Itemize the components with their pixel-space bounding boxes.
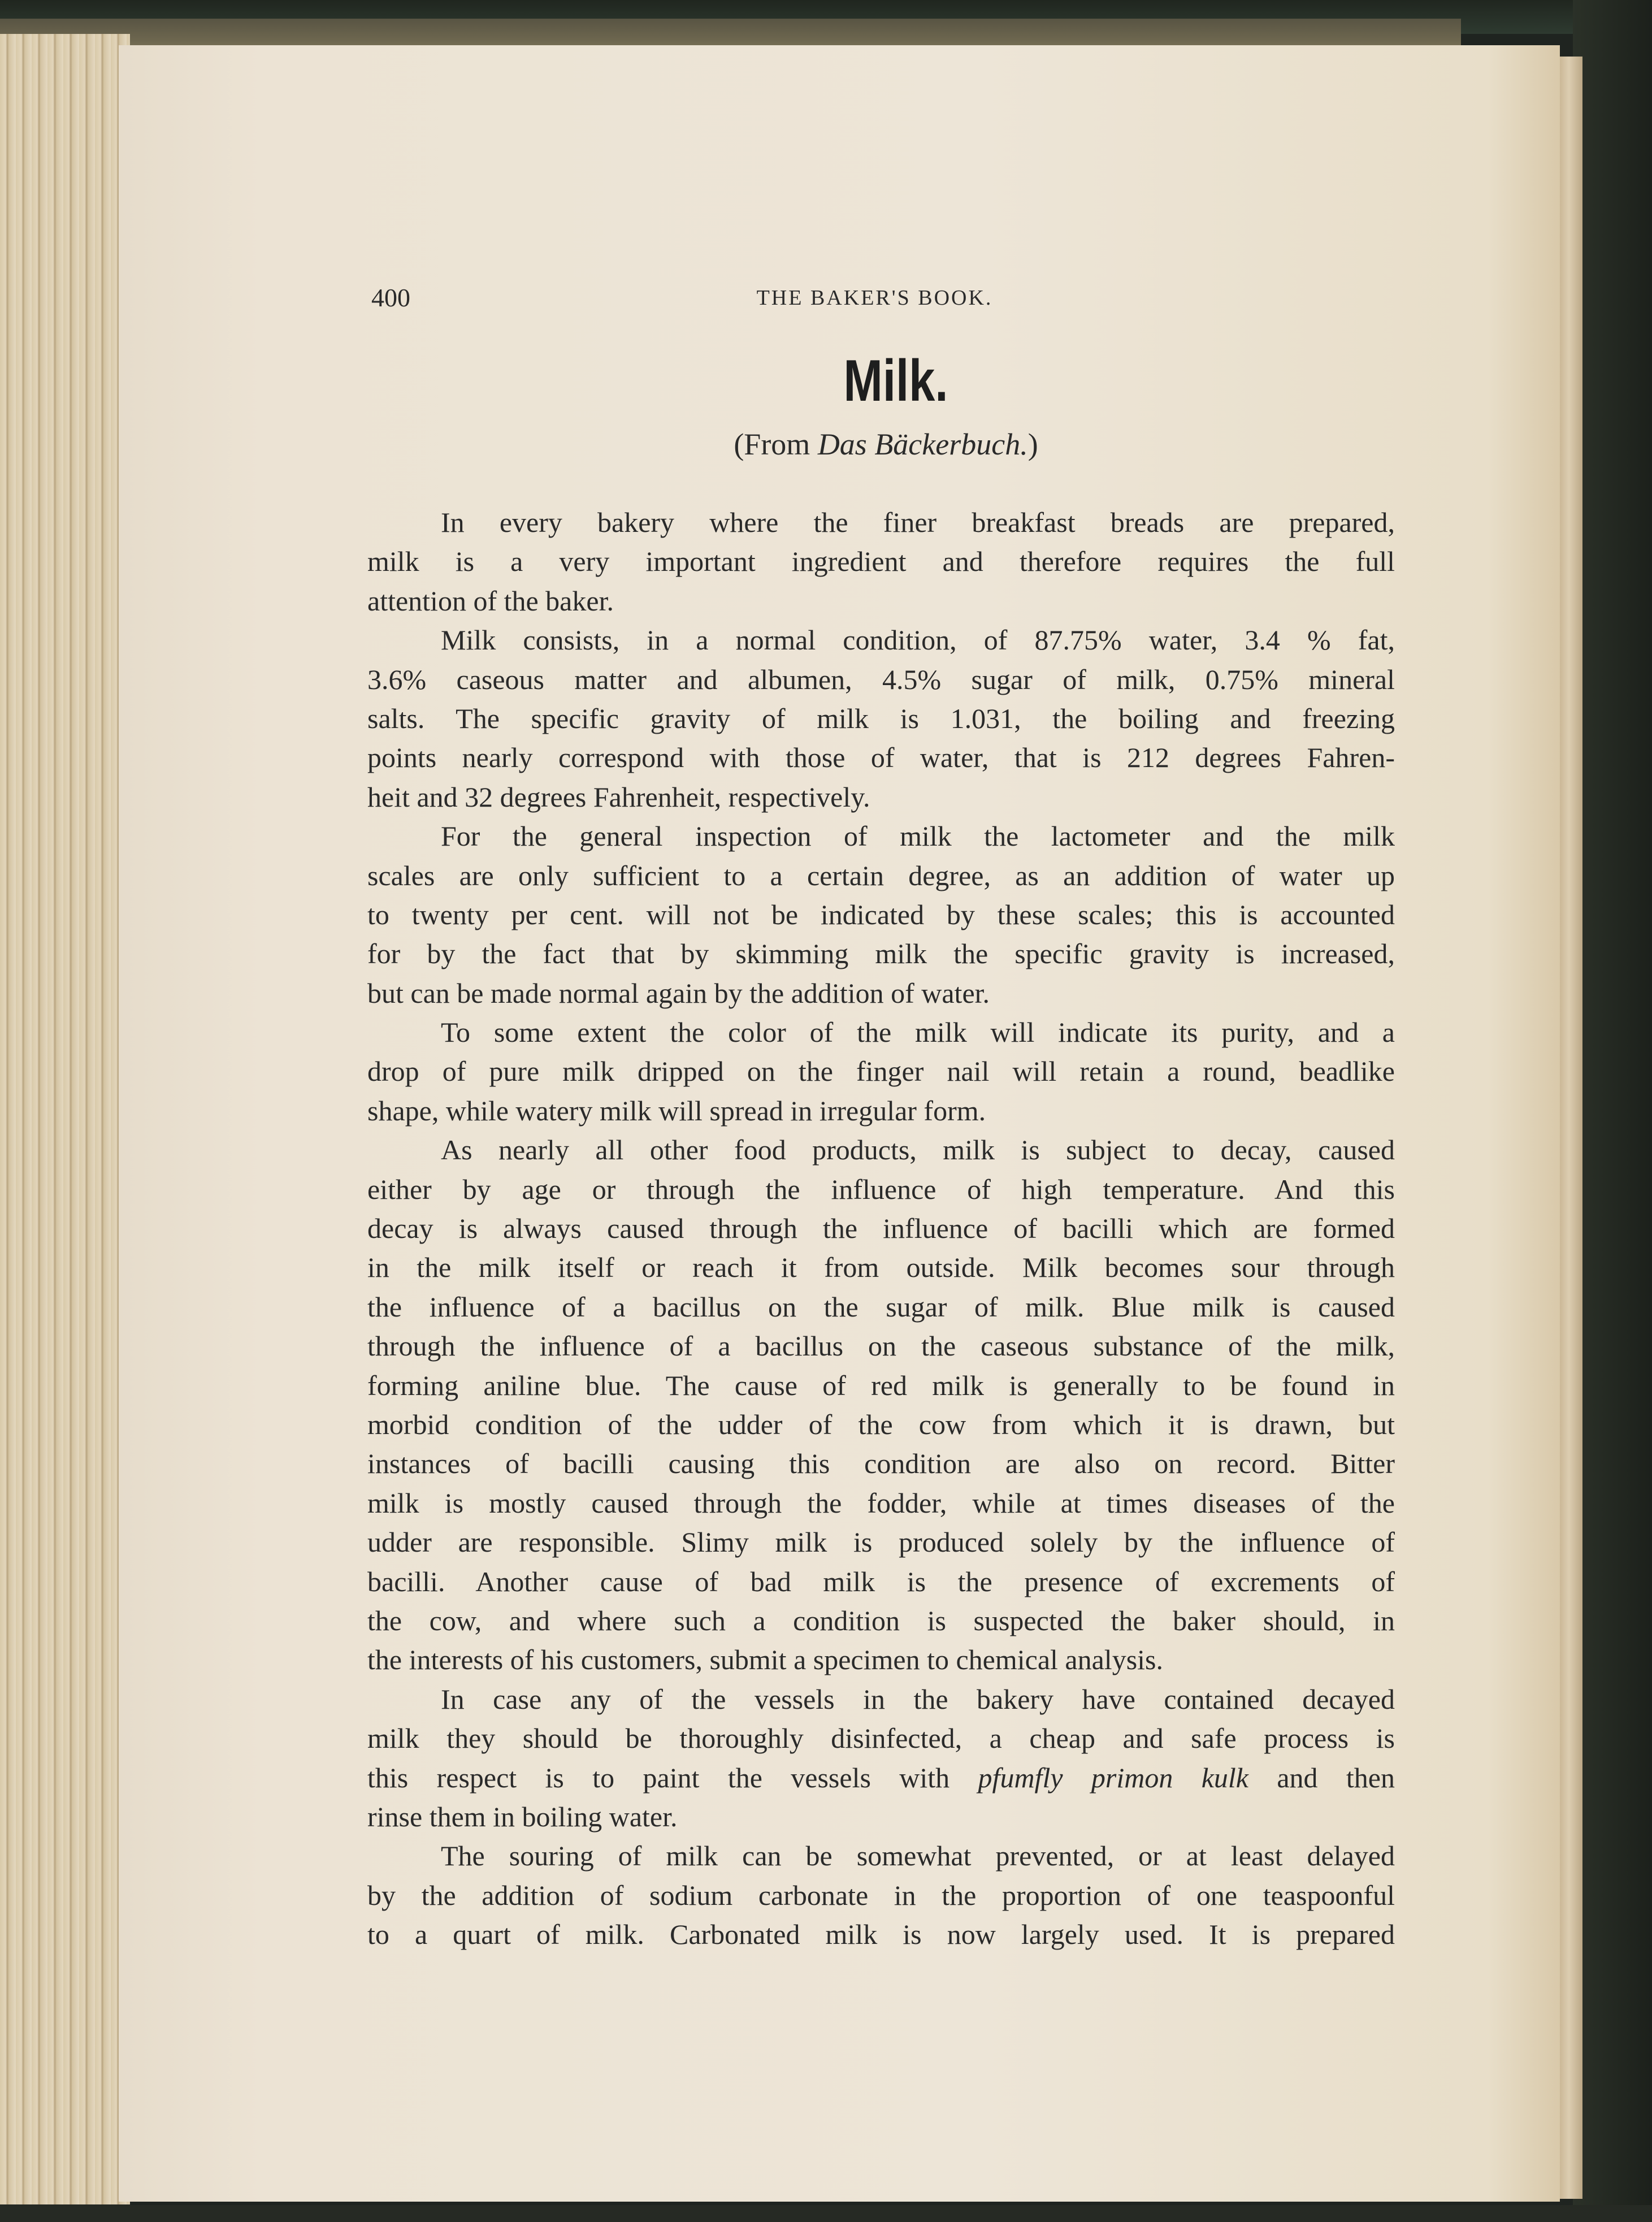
text-line: instances of bacilli causing this condition are also on record. Bitter	[367, 1448, 1395, 1480]
text-line: for by the fact that by skimming milk the specific gravity is increased,	[367, 938, 1395, 970]
book-cover-right	[1573, 0, 1652, 2222]
text-line: rinse them in boiling water.	[367, 1800, 678, 1833]
text-line: the influence of a bacillus on the sugar of milk. Blue milk is caused	[367, 1290, 1395, 1323]
text-line: In every bakery where the finer breakfast breads are prepared,	[441, 506, 1395, 538]
text-line: morbid condition of the udder of the cow from which it is drawn, but	[367, 1408, 1395, 1440]
text-line: forming aniline blue. The cause of red milk is generally to be found in	[367, 1369, 1395, 1401]
text-line: bacilli. Another cause of bad milk is the presence of excrements of	[367, 1565, 1395, 1597]
text-line: to a quart of milk. Carbonated milk is now largely used. It is prepared	[367, 1918, 1395, 1951]
text-line	[367, 1758, 1395, 1797]
body-text	[367, 503, 1395, 1954]
text-line: The souring of milk can be somewhat prevented, or at least delayed	[441, 1840, 1395, 1872]
text-line: In case any of the vessels in the bakery have contained decayed	[441, 1683, 1395, 1715]
text-line: milk is a very important ingredient and therefore requires the full	[367, 545, 1395, 578]
facing-page-edge	[1560, 57, 1582, 2199]
text-line: in the milk itself or reach it from outside. Milk becomes sour through	[367, 1251, 1395, 1284]
text-segment: and then	[1248, 1761, 1395, 1794]
text-line: shape, while watery milk will spread in irregular form.	[367, 1094, 986, 1127]
text-line: heit and 32 degrees Fahrenheit, respectively.	[367, 781, 870, 813]
chapter-title: Milk.	[843, 348, 948, 414]
text-line: For the general inspection of milk the lactometer and the milk	[441, 820, 1395, 852]
text-segment: this respect is to paint the vessels with	[367, 1761, 978, 1794]
text-line: drop of pure milk dripped on the finger nail will retain a round, beadlike	[367, 1055, 1395, 1088]
text-line: the cow, and where such a condition is suspected the baker should, in	[367, 1604, 1395, 1636]
subtitle-suffix: )	[1027, 427, 1038, 461]
book-cover-bottom	[0, 2205, 1652, 2222]
text-line: the interests of his customers, submit a specimen to chemical analysis.	[367, 1644, 1164, 1676]
text-line: by the addition of sodium carbonate in the proportion of one teaspoonful	[367, 1879, 1395, 1911]
text-line: salts. The specific gravity of milk is 1.031, the boiling and freezing	[367, 702, 1395, 734]
text-line: to twenty per cent. will not be indicated by these scales; this is accounted	[367, 898, 1395, 930]
text-line: milk they should be thoroughly disinfected, a cheap and safe process is	[367, 1722, 1395, 1755]
text-line: 3.6% caseous matter and albumen, 4.5% sugar of milk, 0.75% mineral	[367, 663, 1395, 695]
running-head: THE BAKER'S BOOK.	[756, 286, 993, 310]
subtitle-source: Das Bäckerbuch.	[817, 427, 1028, 461]
text-line: but can be made normal again by the addition of water.	[367, 977, 990, 1009]
text-line: Milk consists, in a normal condition, of 87.75% water, 3.4 % fat,	[441, 624, 1395, 656]
text-line: udder are responsible. Slimy milk is produced solely by the influence of	[367, 1526, 1395, 1558]
text-line: decay is always caused through the influence of bacilli which are formed	[367, 1212, 1395, 1245]
text-line: milk is mostly caused through the fodder, while at times diseases of the	[367, 1487, 1395, 1519]
page-number: 400	[371, 283, 410, 312]
text-line: scales are only sufficient to a certain degree, as an addition of water up	[367, 859, 1395, 891]
text-line: To some extent the color of the milk will indicate its purity, and a	[441, 1016, 1395, 1049]
text-line: either by age or through the influence of high temperature. And this	[367, 1173, 1395, 1205]
text-line: attention of the baker.	[367, 584, 614, 617]
book-page	[119, 45, 1560, 2202]
chapter-subtitle	[119, 427, 1652, 462]
subtitle-prefix: (From	[734, 427, 818, 461]
page-stack-edges	[0, 34, 130, 2204]
italic-text: pfumfly primon kulk	[978, 1761, 1248, 1794]
text-line: points nearly correspond with those of water, that is 212 degrees Fahren-	[367, 742, 1395, 774]
text-line: through the influence of a bacillus on the caseous substance of the milk,	[367, 1330, 1395, 1362]
text-line: As nearly all other food products, milk is subject to decay, caused	[441, 1134, 1395, 1166]
